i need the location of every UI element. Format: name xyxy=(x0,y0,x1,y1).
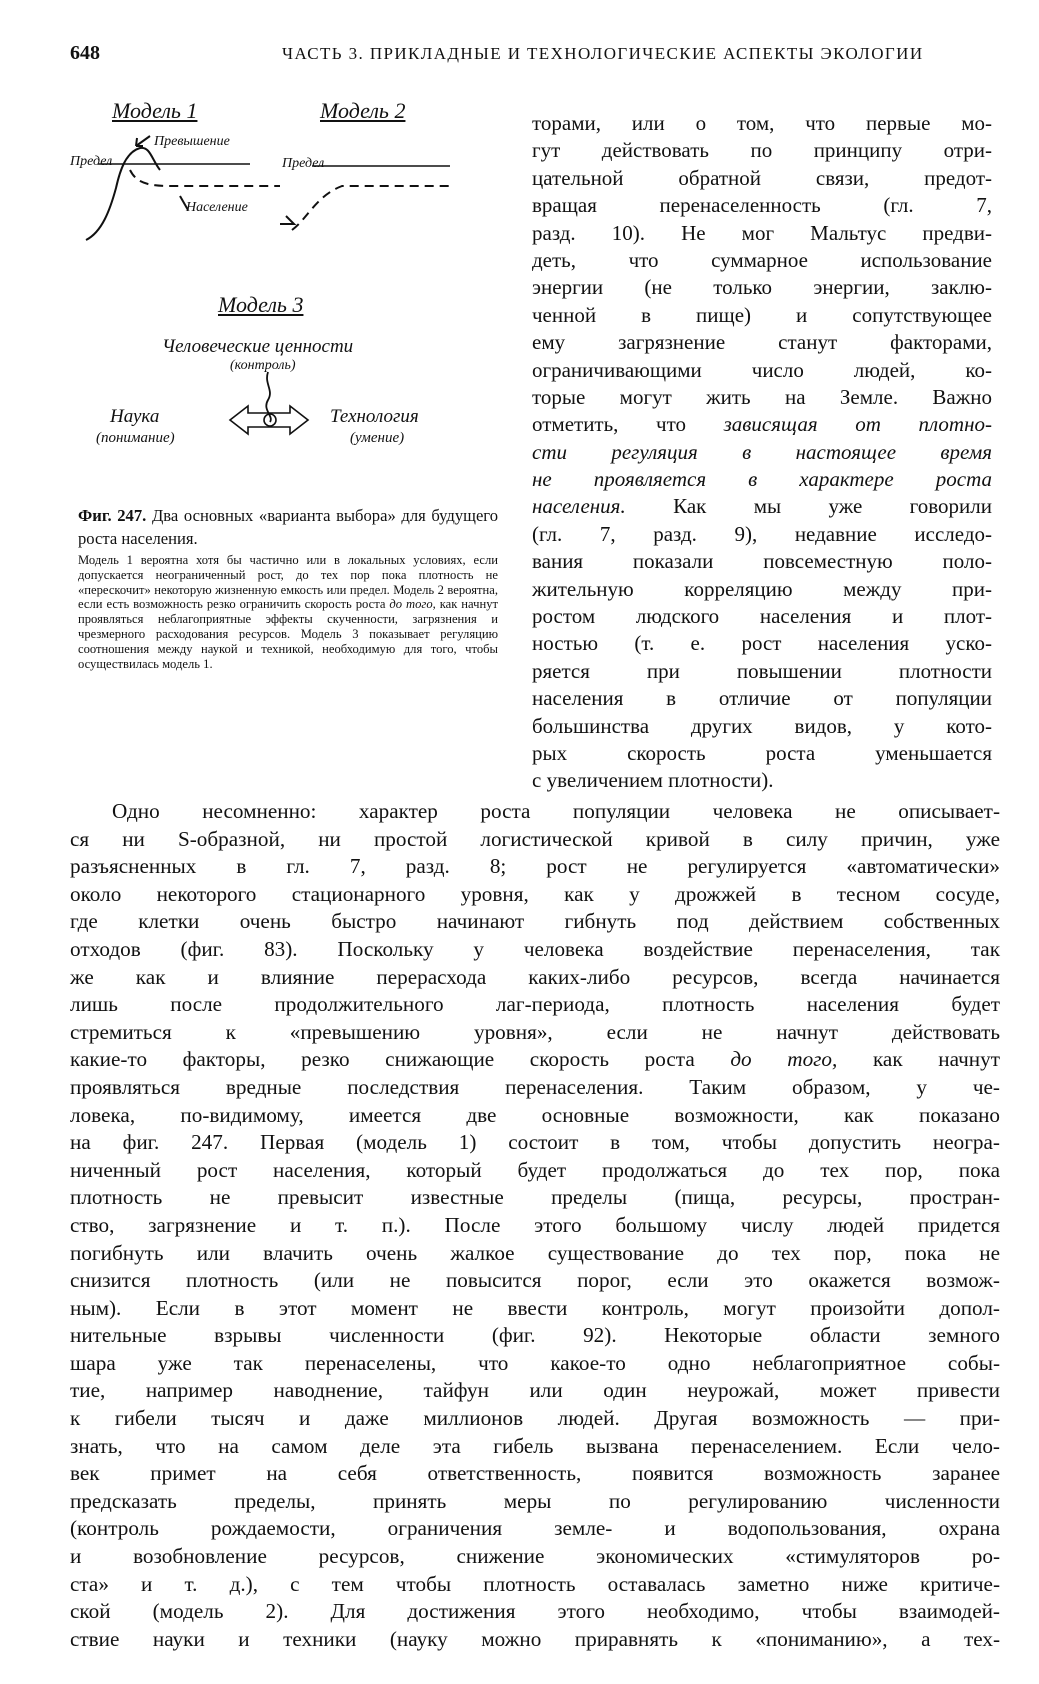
text-line: торые могут жить на Земле. Важно xyxy=(532,384,992,409)
text-line: ловека, по-видимому, имеется две основные возможности, как показано xyxy=(70,1102,1000,1127)
figure-247 xyxy=(70,98,520,520)
body-text xyxy=(70,798,1000,1653)
text-line: ченной в пище) и сопутствующее xyxy=(532,302,992,327)
text-line: отходов (фиг. 83). Поскольку у человека воздействие перенаселения, так xyxy=(70,936,1000,961)
text-line: жительную корреляцию между при- xyxy=(532,576,992,601)
text-line: ниченный рост населения, который будет продолжаться до тех пор, пока xyxy=(70,1157,1000,1182)
text-span: какие-то факторы, резко снижающие скорость роста xyxy=(70,1047,731,1072)
model3-double-arrow xyxy=(230,406,308,434)
text-line: сти регуляция в настоящее время xyxy=(532,439,992,464)
model2-limit-label: Предел xyxy=(282,156,325,171)
model3-values-label: Человеческие ценности xyxy=(162,336,354,357)
model2-arrow xyxy=(280,216,294,224)
text-line xyxy=(70,1046,1000,1074)
text-line: на фиг. 247. Первая (модель 1) состоит в том, чтобы допустить неогра- xyxy=(70,1130,1000,1155)
text-line: погибнуть или влачить очень жалкое существование до тех пор, пока не xyxy=(70,1240,1000,1265)
model1-diagram xyxy=(86,136,280,240)
page-header xyxy=(70,42,1000,74)
text-line: ствие науки и техники (науку можно приравнять к «пониманию», а тех- xyxy=(70,1626,1000,1651)
text-line: проявляться вредные последствия перенаселения. Таким образом, у че- xyxy=(70,1074,1000,1099)
model2-diagram xyxy=(280,166,452,230)
text-span-italic: зависящая от плотно- xyxy=(723,412,992,437)
text-line: знать, что на самом деле эта гибель вызвана перенаселением. Если чело- xyxy=(70,1433,1000,1458)
text-line: ряется при повышении плотности xyxy=(532,658,992,683)
text-line: вания показали повсеместную поло- xyxy=(532,549,992,574)
caption-body xyxy=(78,553,498,671)
text-line: вращая перенаселенность (гл. 7, xyxy=(532,193,992,218)
text-line: где клетки очень быстро начинают гибнуть под действием собственных xyxy=(70,909,1000,934)
text-line: ностью (т. е. рост населения уско- xyxy=(532,631,992,656)
model3-technology-label: Технология xyxy=(330,406,419,427)
text-line: энергии (не только энергии, заклю- xyxy=(532,275,992,300)
text-line: Одно несомненно: характер роста популяции человека не описывает- xyxy=(112,799,1000,823)
model3-diagram xyxy=(230,372,308,434)
text-line: ограничивающими число людей, ко- xyxy=(532,357,992,382)
text-line: ему загрязнение станут факторами, xyxy=(532,330,992,355)
model2-title: Модель 2 xyxy=(320,98,406,123)
model3-skill-label: (умение) xyxy=(350,430,405,446)
text-line: предсказать пределы, принять меры по регулированию численности xyxy=(70,1488,1000,1513)
text-line: ным). Если в этот момент не ввести контроль, могут произойти допол- xyxy=(70,1295,1000,1320)
text-line: (контроль рождаемости, ограничения земле- и водопользования, охрана xyxy=(70,1516,1000,1541)
model1-title: Модель 1 xyxy=(112,98,198,123)
text-line: ростом людского населения и плот- xyxy=(532,604,992,629)
text-line: разд. 10). Не мог Мальтус предви- xyxy=(532,220,992,245)
text-line: большинства других видов, у кото- xyxy=(532,713,992,738)
text-line: же как и влияние перерасхода каких-либо ресурсов, всегда начинается xyxy=(70,964,1000,989)
caption-title xyxy=(78,504,498,550)
text-span: Как мы уже говорили xyxy=(625,494,992,519)
text-line: ской (модель 2). Для достижения этого необходимо, чтобы взаимодей- xyxy=(70,1599,1000,1624)
text-line: нительные взрывы численности (фиг. 92). Некоторые области земного xyxy=(70,1323,1000,1348)
text-line: около некоторого стационарного уровня, как у дрожжей в тесном сосуде, xyxy=(70,881,1000,906)
text-span: отметить, что xyxy=(532,412,724,437)
text-line: век примет на себя ответственность, появится возможность заранее xyxy=(70,1461,1000,1486)
model3-control-label: (контроль) xyxy=(230,358,296,373)
caption-fig-label: Фиг. 247. xyxy=(78,506,147,525)
text-line: деть, что суммарное использование xyxy=(532,247,992,272)
model3-title: Модель 3 xyxy=(218,292,304,317)
text-line xyxy=(532,411,992,438)
model1-overshoot-arrow xyxy=(136,136,150,146)
right-column-text xyxy=(532,110,992,795)
model3-understanding-label: (понимание) xyxy=(96,430,175,446)
text-span-italic: до того, xyxy=(730,1047,838,1072)
figure-caption xyxy=(78,504,498,671)
text-line: торами, или о том, что первые мо- xyxy=(532,111,992,135)
model2-curve-dashed xyxy=(292,186,452,230)
model1-limit-label: Предел xyxy=(70,154,113,169)
caption-body-a: Модель 1 вероятна хотя бы частично или в локальных условиях, если допускается неограниченный рост, до тех пор пока плотность не «перескочит» некоторую жизненную емкость или предел. Модель 2 вероятна, если есть возможность резко ограничить скорость роста xyxy=(78,553,498,612)
text-line: разъясненных в гл. 7, разд. 8; рост не регулируется «автоматически» xyxy=(70,854,1000,879)
text-line: (гл. 7, разд. 9), недавние исследо- xyxy=(532,521,992,546)
running-head: ЧАСТЬ 3. ПРИКЛАДНЫЕ И ТЕХНОЛОГИЧЕСКИЕ АСПЕКТЫ ЭКОЛОГИИ xyxy=(282,44,924,63)
page-number: 648 xyxy=(70,42,100,64)
text-line: шара уже так перенаселены, что какое-то одно неблагоприятное собы- xyxy=(70,1350,1000,1375)
caption-title-text: Два основных «варианта выбора» для будущего роста населения. xyxy=(78,506,498,548)
model3-science-label: Наука xyxy=(110,406,160,427)
text-line: ста» и т. д.), с тем чтобы плотность оставалась заметно ниже критиче- xyxy=(70,1571,1000,1596)
text-line: к гибели тысяч и даже миллионов людей. Другая возможность — при- xyxy=(70,1406,1000,1431)
text-line: тие, например наводнение, тайфун или один неурожай, может привести xyxy=(70,1378,1000,1403)
text-line: не проявляется в характере роста xyxy=(532,467,992,492)
text-line: ство, загрязнение и т. п.). После этого большому числу людей придется xyxy=(70,1212,1000,1237)
text-line: лишь после продолжительного лаг-периода, плотность населения будет xyxy=(70,992,1000,1017)
text-line xyxy=(532,493,992,520)
model1-overshoot-label: Превышение xyxy=(154,134,230,149)
text-line: цательной обратной связи, предот- xyxy=(532,165,992,190)
text-line: населения в отличие от популяции xyxy=(532,686,992,711)
caption-body-italic: до того, xyxy=(389,597,436,612)
text-line: рых скорость роста уменьшается xyxy=(532,740,992,765)
text-line: с увеличением плотности). xyxy=(532,768,774,793)
text-line: плотность не превысит известные пределы (пища, ресурсы, простран- xyxy=(70,1185,1000,1210)
text-line: ся ни S-образной, ни простой логистической кривой в силу причин, уже xyxy=(70,826,1000,851)
text-line: стремиться к «превышению уровня», если не начнут действовать xyxy=(70,1019,1000,1044)
model1-population-dashed xyxy=(130,170,280,186)
text-span-italic: населения. xyxy=(532,494,626,519)
text-line: гут действовать по принципу отри- xyxy=(532,138,992,163)
model1-population-label: Население xyxy=(186,200,248,215)
text-line: и возобновление ресурсов, снижение экономических «стимуляторов ро- xyxy=(70,1544,1000,1569)
text-line: снизится плотность (или не повысится порог, если это окажется возмож- xyxy=(70,1268,1000,1293)
text-span: как начнут xyxy=(837,1047,1000,1072)
caption-body-b: как начнут проявляться неблагоприятные эффекты скученности, загрязнения и чрезмерного расходования ресурсов. Модель 3 показывает регуляцию соотношения между наукой и техникой, необходимую для того, чтобы осуществилась модель 1. xyxy=(78,597,498,671)
